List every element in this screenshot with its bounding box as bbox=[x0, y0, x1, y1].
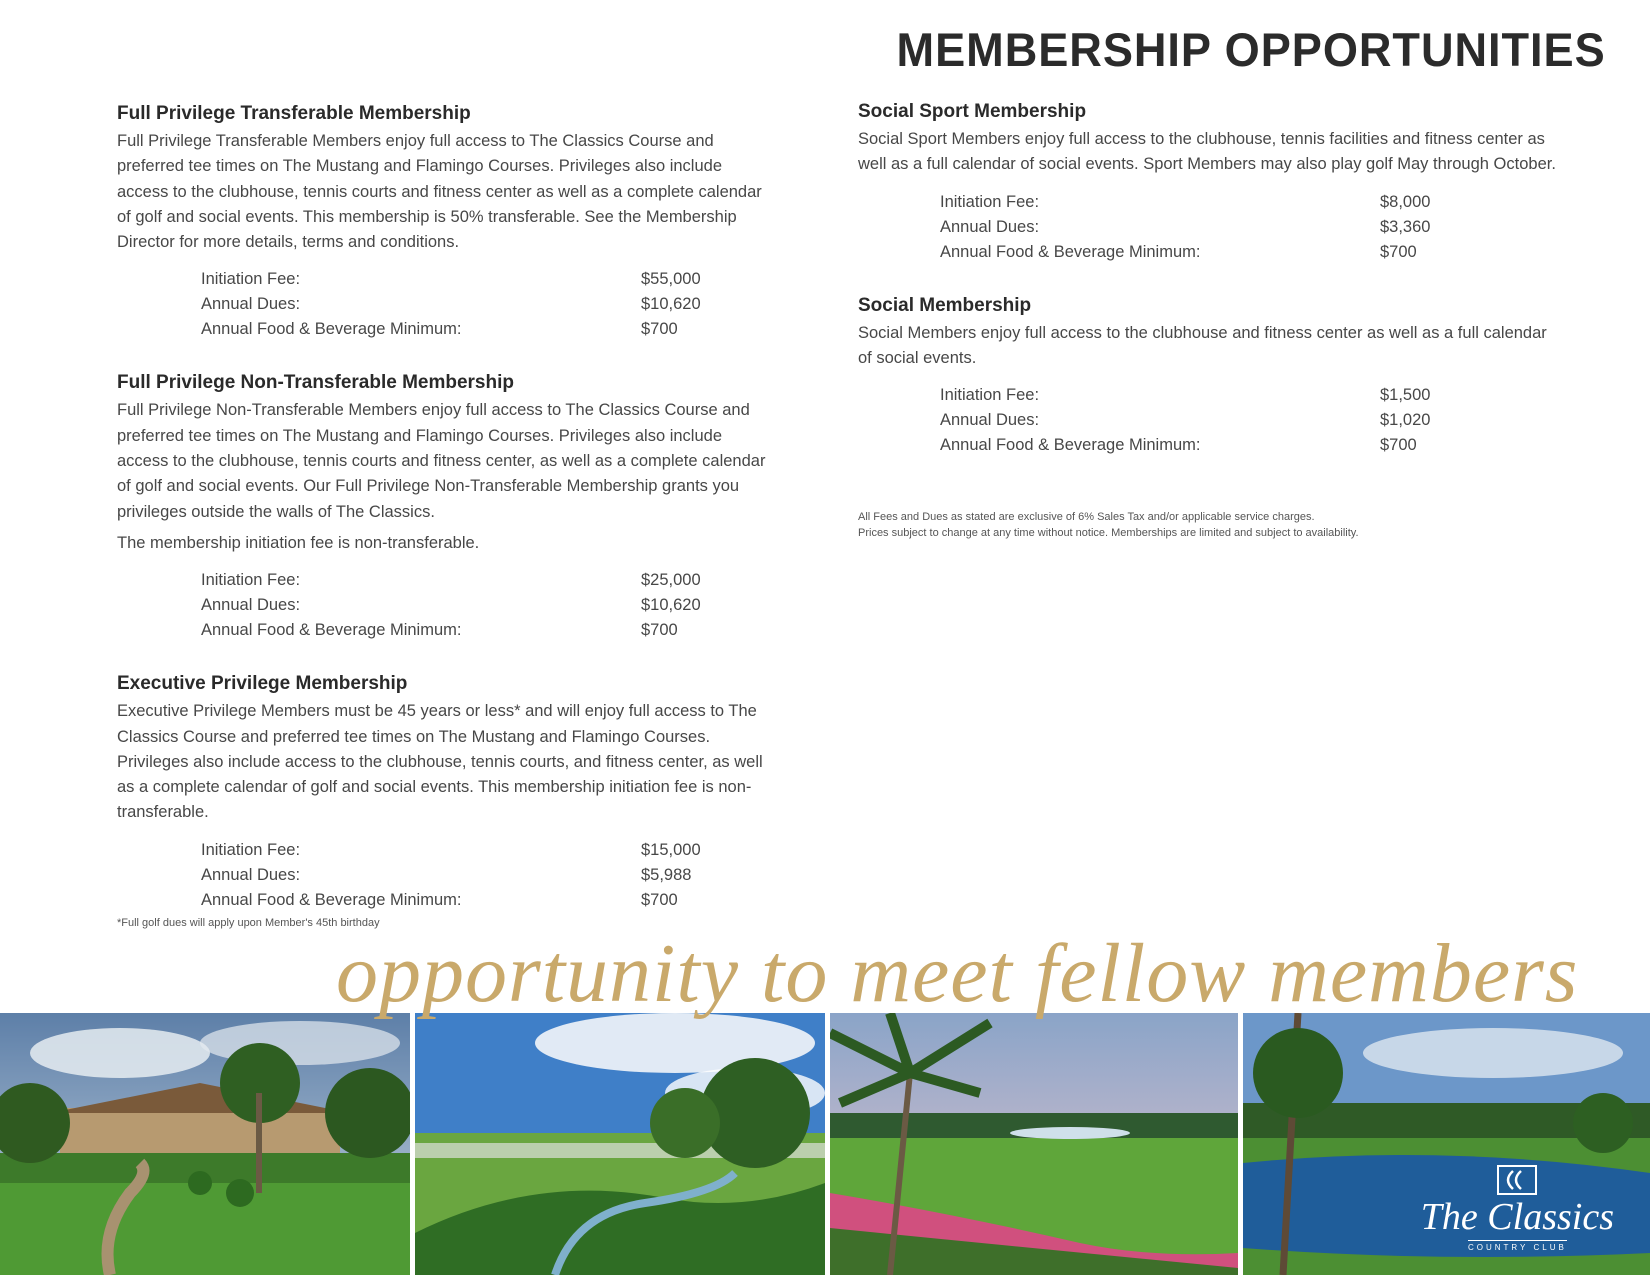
section-heading: Full Privilege Transferable Membership bbox=[117, 103, 471, 124]
disclaimer-line: Prices subject to change at any time without notice. Memberships are limited and subject to availability. bbox=[858, 527, 1359, 539]
section-heading: Executive Privilege Membership bbox=[117, 673, 408, 695]
fee-row-dues bbox=[201, 292, 721, 317]
logo-mark-icon bbox=[1497, 1165, 1537, 1195]
fee-row-initiation bbox=[940, 383, 1460, 408]
fee-value: $700 bbox=[641, 320, 678, 339]
club-logo bbox=[1421, 1165, 1614, 1255]
section-heading: Social Sport Membership bbox=[858, 101, 1087, 122]
fee-label: Annual Food & Beverage Minimum: bbox=[201, 890, 462, 909]
fee-label: Annual Dues: bbox=[201, 295, 301, 314]
fee-row-dues bbox=[201, 593, 721, 618]
fee-label: Initiation Fee: bbox=[940, 192, 1040, 211]
fairway-photo bbox=[415, 1013, 825, 1275]
membership-social bbox=[858, 295, 1558, 459]
fee-row-food bbox=[201, 888, 721, 913]
fee-label: Initiation Fee: bbox=[201, 270, 301, 289]
section-heading: Full Privilege Non-Transferable Membership bbox=[117, 372, 514, 394]
fee-table bbox=[940, 190, 1460, 265]
fee-row-food bbox=[940, 433, 1460, 458]
fee-value: $700 bbox=[1380, 242, 1417, 261]
fee-row-food bbox=[940, 240, 1460, 265]
pricing-disclaimer bbox=[858, 509, 1578, 541]
fee-value: $10,620 bbox=[641, 596, 701, 615]
left-column bbox=[117, 103, 777, 943]
fee-table bbox=[940, 383, 1460, 458]
fee-row-dues bbox=[940, 408, 1460, 433]
tagline: opportunity to meet fellow members bbox=[336, 927, 1579, 1020]
fee-label: Annual Dues: bbox=[201, 596, 301, 615]
fee-row-food bbox=[201, 618, 721, 643]
lake-photo bbox=[1243, 1013, 1650, 1275]
photo-strip bbox=[0, 1013, 1650, 1275]
section-note: The membership initiation fee is non-transferable. bbox=[117, 533, 480, 552]
fee-row-initiation bbox=[940, 190, 1460, 215]
disclaimer-line: All Fees and Dues as stated are exclusive of 6% Sales Tax and/or applicable service charges. bbox=[858, 511, 1315, 523]
fee-row-initiation bbox=[201, 568, 721, 593]
fee-value: $700 bbox=[641, 621, 678, 640]
fee-row-food bbox=[201, 317, 721, 342]
fee-value: $1,020 bbox=[1380, 411, 1431, 430]
fee-label: Annual Food & Beverage Minimum: bbox=[940, 242, 1201, 261]
fee-label: Annual Food & Beverage Minimum: bbox=[201, 320, 462, 339]
section-description: Social Sport Members enjoy full access to the clubhouse, tennis facilities and fitness center as well as a full calendar of social events. Sport Members may also play golf May through October. bbox=[858, 130, 1556, 174]
fee-table bbox=[201, 568, 721, 643]
fee-label: Annual Dues: bbox=[201, 865, 301, 884]
fee-value: $3,360 bbox=[1380, 217, 1431, 236]
fee-label: Annual Dues: bbox=[940, 411, 1040, 430]
right-column bbox=[858, 101, 1558, 488]
fee-row-dues bbox=[201, 863, 721, 888]
fee-value: $700 bbox=[1380, 436, 1417, 455]
fee-label: Initiation Fee: bbox=[940, 386, 1040, 405]
fee-row-initiation bbox=[201, 267, 721, 292]
fee-value: $25,000 bbox=[641, 571, 701, 590]
fee-value: $55,000 bbox=[641, 270, 701, 289]
age-footnote: *Full golf dues will apply upon Member's 45th birthday bbox=[117, 917, 380, 929]
section-description: Executive Privilege Members must be 45 years or less* and will enjoy full access to The Classics Course and preferred tee times on The Mustang and Flamingo Courses. Privileges also include access to the clubhouse, tennis courts, and fitness center, as well as a complete calendar of golf and social events. This membership initiation fee is non-transferable. bbox=[117, 702, 763, 822]
section-heading: Social Membership bbox=[858, 294, 1032, 316]
clubhouse-photo bbox=[0, 1013, 410, 1275]
section-description: Full Privilege Transferable Members enjoy full access to The Classics Course and preferred tee times on The Mustang and Flamingo Courses. Privileges also include access to the clubhouse, tennis courts and fitness center as well as a complete calendar of golf and social events. This membership is 50% transferable. See the Membership Director for more details, terms and conditions. bbox=[117, 132, 762, 252]
section-description: Full Privilege Non-Transferable Members enjoy full access to The Classics Course and preferred tee times on The Mustang and Flamingo Courses. Privileges also include access to the clubhouse, tennis courts and fitness center, as well as a complete calendar of golf and social events. Our Full Privilege Non-Transferable Membership grants you privileges outside the walls of The Classics. bbox=[117, 401, 766, 521]
membership-social-sport bbox=[858, 101, 1558, 265]
membership-executive bbox=[117, 673, 777, 912]
fee-value: $5,988 bbox=[641, 865, 692, 884]
fee-value: $10,620 bbox=[641, 295, 701, 314]
logo-subtitle: COUNTRY CLUB bbox=[1468, 1240, 1567, 1252]
fee-value: $8,000 bbox=[1380, 192, 1431, 211]
flowers-photo bbox=[830, 1013, 1238, 1275]
fee-row-dues bbox=[940, 215, 1460, 240]
fee-row-initiation bbox=[201, 838, 721, 863]
fee-label: Annual Dues: bbox=[940, 217, 1040, 236]
fee-label: Annual Food & Beverage Minimum: bbox=[201, 621, 462, 640]
page-title: MEMBERSHIP OPPORTUNITIES bbox=[896, 23, 1606, 76]
fee-value: $15,000 bbox=[641, 840, 701, 859]
fee-table bbox=[201, 838, 721, 913]
membership-full-non-transferable bbox=[117, 372, 777, 643]
fee-table bbox=[201, 267, 721, 342]
logo-name: The Classics bbox=[1420, 1196, 1614, 1238]
fee-label: Annual Food & Beverage Minimum: bbox=[940, 436, 1201, 455]
fee-value: $700 bbox=[641, 890, 678, 909]
fee-label: Initiation Fee: bbox=[201, 571, 301, 590]
fee-value: $1,500 bbox=[1380, 386, 1431, 405]
section-description: Social Members enjoy full access to the clubhouse and fitness center as well as a full calendar of social events. bbox=[858, 323, 1547, 367]
membership-full-transferable bbox=[117, 103, 777, 342]
fee-label: Initiation Fee: bbox=[201, 840, 301, 859]
